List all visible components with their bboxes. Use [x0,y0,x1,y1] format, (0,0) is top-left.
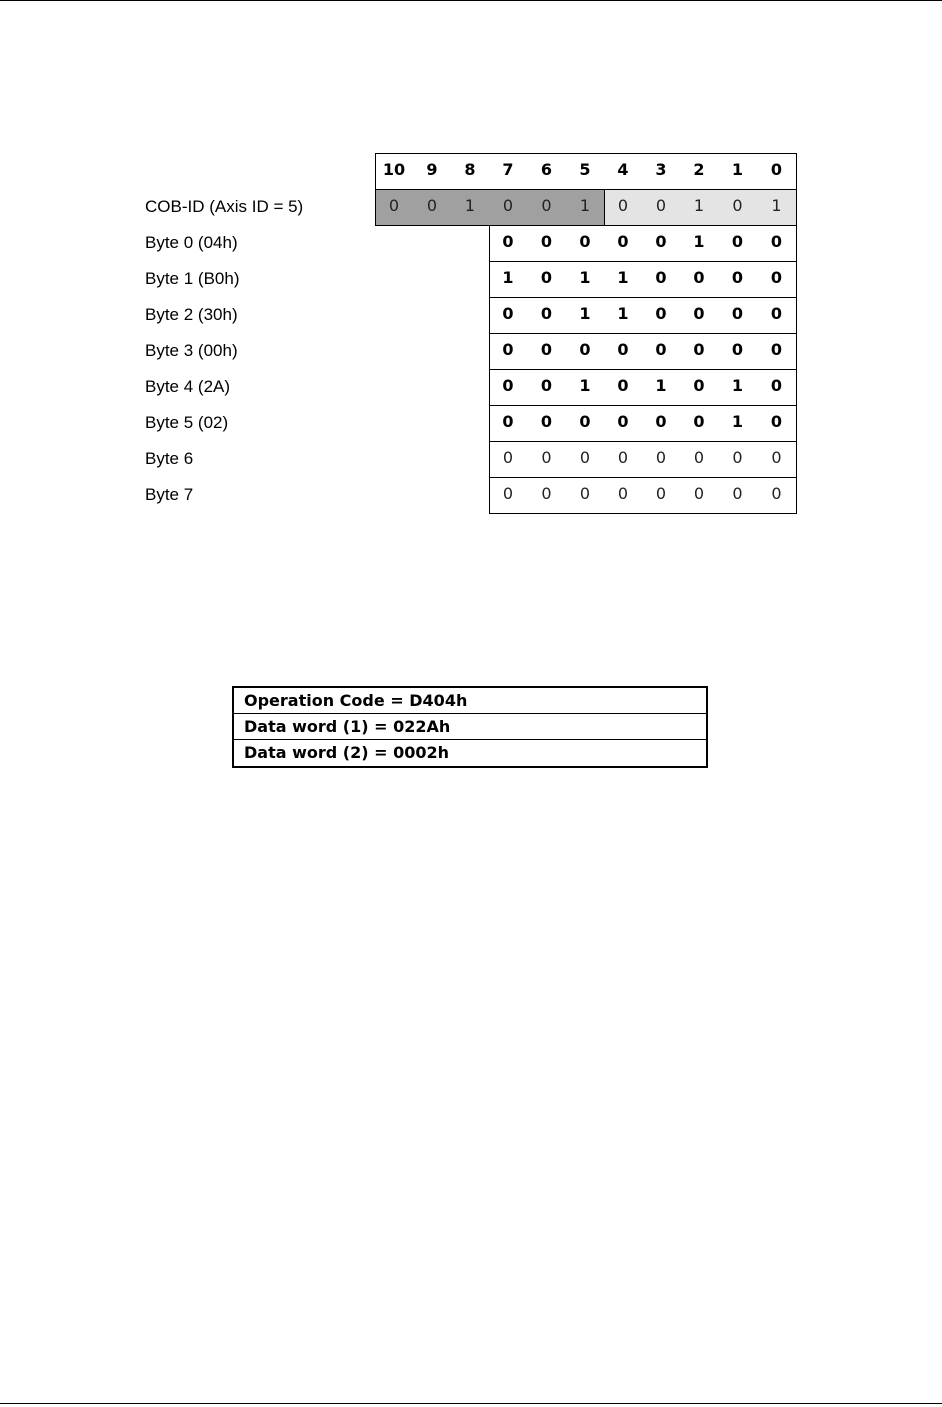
byte-bit: 1 [693,232,705,251]
byte-bit: 0 [693,268,705,287]
byte-bit: 0 [655,268,667,287]
byte-bit: 1 [579,268,591,287]
cob-id-bit: 0 [541,196,552,215]
byte-bit: 0 [655,448,667,467]
byte-bit: 0 [617,232,629,251]
byte-bit: 0 [693,304,705,323]
byte-label: Byte 7 [145,485,194,504]
data-word-1: Data word (1) = 022Ah [234,714,706,740]
byte-bit: 1 [731,412,744,431]
byte-bit: 0 [617,448,629,467]
byte-bit: 0 [693,484,705,503]
byte-bit: 0 [502,448,514,467]
byte-bit: 0 [541,484,552,503]
byte-bit: 0 [770,232,783,251]
byte-bit: 0 [655,304,667,323]
top-rule [0,0,942,1]
byte-bit: 1 [502,268,514,287]
bit-header: 4 [617,160,629,179]
byte-bit: 0 [579,412,591,431]
cob-id-bit: 0 [732,196,743,215]
byte-bit: 0 [540,412,553,431]
cob-id-bit: 1 [464,196,476,215]
bit-header: 3 [655,160,667,179]
summary-box [232,686,708,768]
byte-bit: 0 [502,412,514,431]
byte-table-left-border [489,225,490,514]
cob-id-bit: 1 [579,196,591,215]
byte-bit: 0 [655,412,667,431]
byte-bit: 0 [502,232,514,251]
bit-header: 0 [770,160,783,179]
byte-label: Byte 6 [145,449,194,468]
cob-id-bit: 1 [771,196,782,215]
byte-bit: 1 [731,376,744,395]
bit-header: 1 [731,160,744,179]
byte-bit: 0 [770,376,783,395]
byte-bit: 0 [731,232,744,251]
byte-bit: 0 [579,232,591,251]
byte-bit: 0 [502,484,514,503]
byte-bit: 0 [655,484,667,503]
byte-label: Byte 4 (2A) [145,377,231,396]
cob-id-label: COB-ID (Axis ID = 5) [145,197,304,216]
byte-bit: 1 [617,304,629,323]
byte-bit: 1 [579,376,591,395]
byte-bit: 0 [540,232,553,251]
byte-bit: 0 [693,340,705,359]
byte-bit: 0 [617,340,629,359]
cob-id-bit: 0 [388,196,400,215]
bottom-rule [0,1403,942,1404]
bit-header: 9 [426,160,438,179]
byte-bit: 0 [731,304,744,323]
byte-bit: 0 [770,268,783,287]
byte-bit: 0 [540,340,553,359]
byte-bit: 0 [579,340,591,359]
byte-bit: 0 [770,412,783,431]
byte-bit: 0 [502,304,514,323]
byte-bit: 1 [617,268,629,287]
byte-bit: 0 [693,412,705,431]
byte-bit: 0 [731,340,744,359]
byte-label: Byte 2 (30h) [145,305,238,324]
data-word-2: Data word (2) = 0002h [244,743,450,762]
operation-code: Operation Code = D404h [234,688,706,714]
byte-bit: 0 [655,232,667,251]
byte-label: Byte 1 (B0h) [145,269,240,288]
cob-id-bit: 0 [502,196,514,215]
byte-bit: 0 [617,484,629,503]
byte-bit: 0 [540,304,553,323]
byte-bit: 0 [732,448,743,467]
byte-bit: 1 [655,376,667,395]
byte-bit: 0 [579,484,591,503]
byte-label: Byte 5 (02) [145,413,229,432]
byte-bit: 0 [693,376,705,395]
byte-bit: 0 [502,376,514,395]
byte-bit: 0 [579,448,591,467]
cob-id-bit: 0 [617,196,629,215]
bit-header: 6 [540,160,553,179]
byte-bit: 0 [693,448,705,467]
byte-row-divider [489,513,797,514]
cob-id-bit: 1 [693,196,705,215]
byte-bit: 0 [502,340,514,359]
byte-bit: 0 [770,304,783,323]
bit-header: 7 [502,160,514,179]
byte-bit: 0 [617,412,629,431]
bit-header: 8 [464,160,476,179]
byte-bit: 0 [732,484,743,503]
cob-id-bit: 0 [426,196,438,215]
byte-bit: 0 [541,448,552,467]
byte-bit: 0 [655,340,667,359]
byte-label: Byte 3 (00h) [145,341,238,360]
byte-bit: 0 [771,448,782,467]
bit-header: 2 [693,160,705,179]
byte-bit: 0 [540,268,553,287]
byte-label: Byte 0 (04h) [145,233,238,252]
cob-id-bit: 0 [655,196,667,215]
byte-bit: 0 [771,484,782,503]
byte-bit: 0 [770,340,783,359]
byte-bit: 0 [731,268,744,287]
byte-bit: 0 [540,376,553,395]
header-frame [375,153,797,190]
byte-bit: 1 [579,304,591,323]
byte-table-right-border [796,225,797,514]
byte-bit: 0 [617,376,629,395]
bit-header: 5 [579,160,591,179]
bit-header: 10 [382,160,406,179]
